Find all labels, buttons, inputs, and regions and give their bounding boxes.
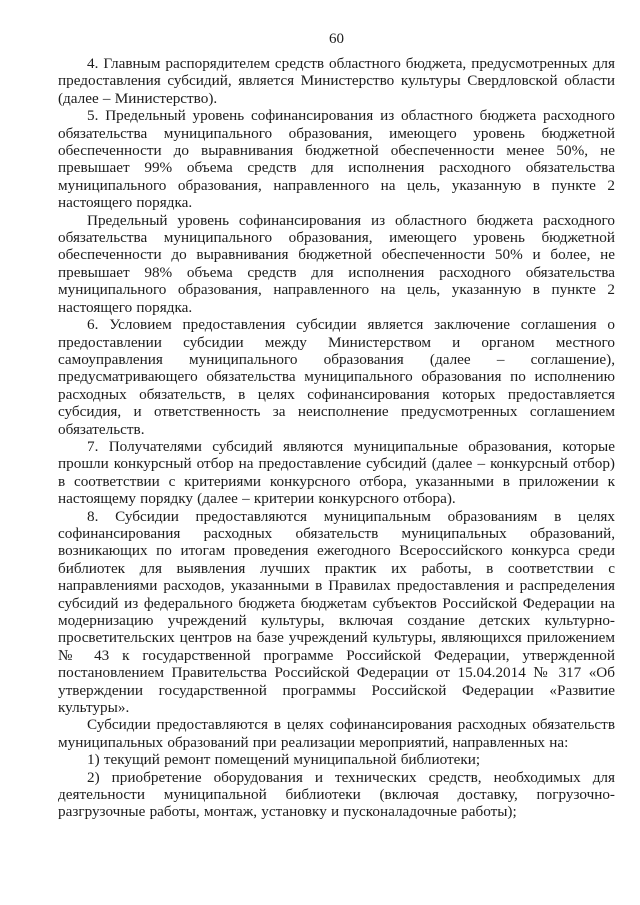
paragraph-7: 7. Получателями субсидий являются муниципальные образования, которые прошли конкурсный отбор на предоставление субсидий (далее – конкурсный отбор) в соответствии с критериями конкурсного отбора, указанными в приложении к настоящему порядку (далее – критерии конкурсного отбора). [58,437,615,508]
document-body [58,55,615,821]
paragraph-5: 5. Предельный уровень софинансирования из областного бюджета расходного обязательства муниципального образования, имеющего уровень бюджетной обеспеченности до выравнивания бюджетной обеспеченности менее 50%, не превышает 99% объема средств для исполнения расходного обязательства муниципального образования, направленного на цель, указанную в пункте 2 настоящего порядка. [58,107,615,212]
paragraph-6: 6. Условием предоставления субсидии является заключение соглашения о предоставлении субсидии между Министерством и органом местного самоуправления муниципального образования (далее – соглашение), предусматривающего обязательства муниципального образования по исполнению расходных обязательств, в целях софинансирования которых предоставляется субсидия, и ответственность за неисполнение предусмотренных соглашением обязательств. [58,316,615,438]
paragraph-8-continued: Субсидии предоставляются в целях софинансирования расходных обязательств муниципальных образований при реализации мероприятий, направленных на: [58,716,615,751]
paragraph-8: 8. Субсидии предоставляются муниципальным образованиям в целях софинансирования расходных обязательств муниципальных образований, возникающих по итогам проведения ежегодного Всероссийского конкурса среди библиотек для выявления лучших практик их работы, в соответствии с направлениями расходов, указанными в Правилах предоставления и распределения субсидий из федерального бюджета бюджетам субъектов Российской Федерации на модернизацию учреждений культуры, включая создание детских культурно-просветительских центров на базе учреждений культуры, являющихся приложением № 43 к государственной программе Российской Федерации, утвержденной постановлением Правительства Российской Федерации от 15.04.2014 № 317 «Об утверждении государственной программы Российской Федерации «Развитие культуры». [58,507,615,717]
list-item-2: 2) приобретение оборудования и технических средств, необходимых для деятельности муниципальной библиотеки (включая доставку, погрузочно-разгрузочные работы, монтаж, установку и пусконаладочные работы); [58,768,615,821]
page-number: 60 [329,31,344,47]
paragraph-5-continued: Предельный уровень софинансирования из областного бюджета расходного обязательства муниципального образования, имеющего уровень бюджетной обеспеченности до выравнивания бюджетной обеспеченности 50% и более, не превышает 98% объема средств для исполнения расходного обязательства муниципального образования, направленного на цель, указанную в пункте 2 настоящего порядка. [58,211,615,316]
list-item-1: 1) текущий ремонт помещений муниципальной библиотеки; [87,751,481,769]
paragraph-4: 4. Главным распорядителем средств областного бюджета, предусмотренных для предоставления субсидий, является Министерство культуры Свердловской области (далее – Министерство). [58,55,615,107]
